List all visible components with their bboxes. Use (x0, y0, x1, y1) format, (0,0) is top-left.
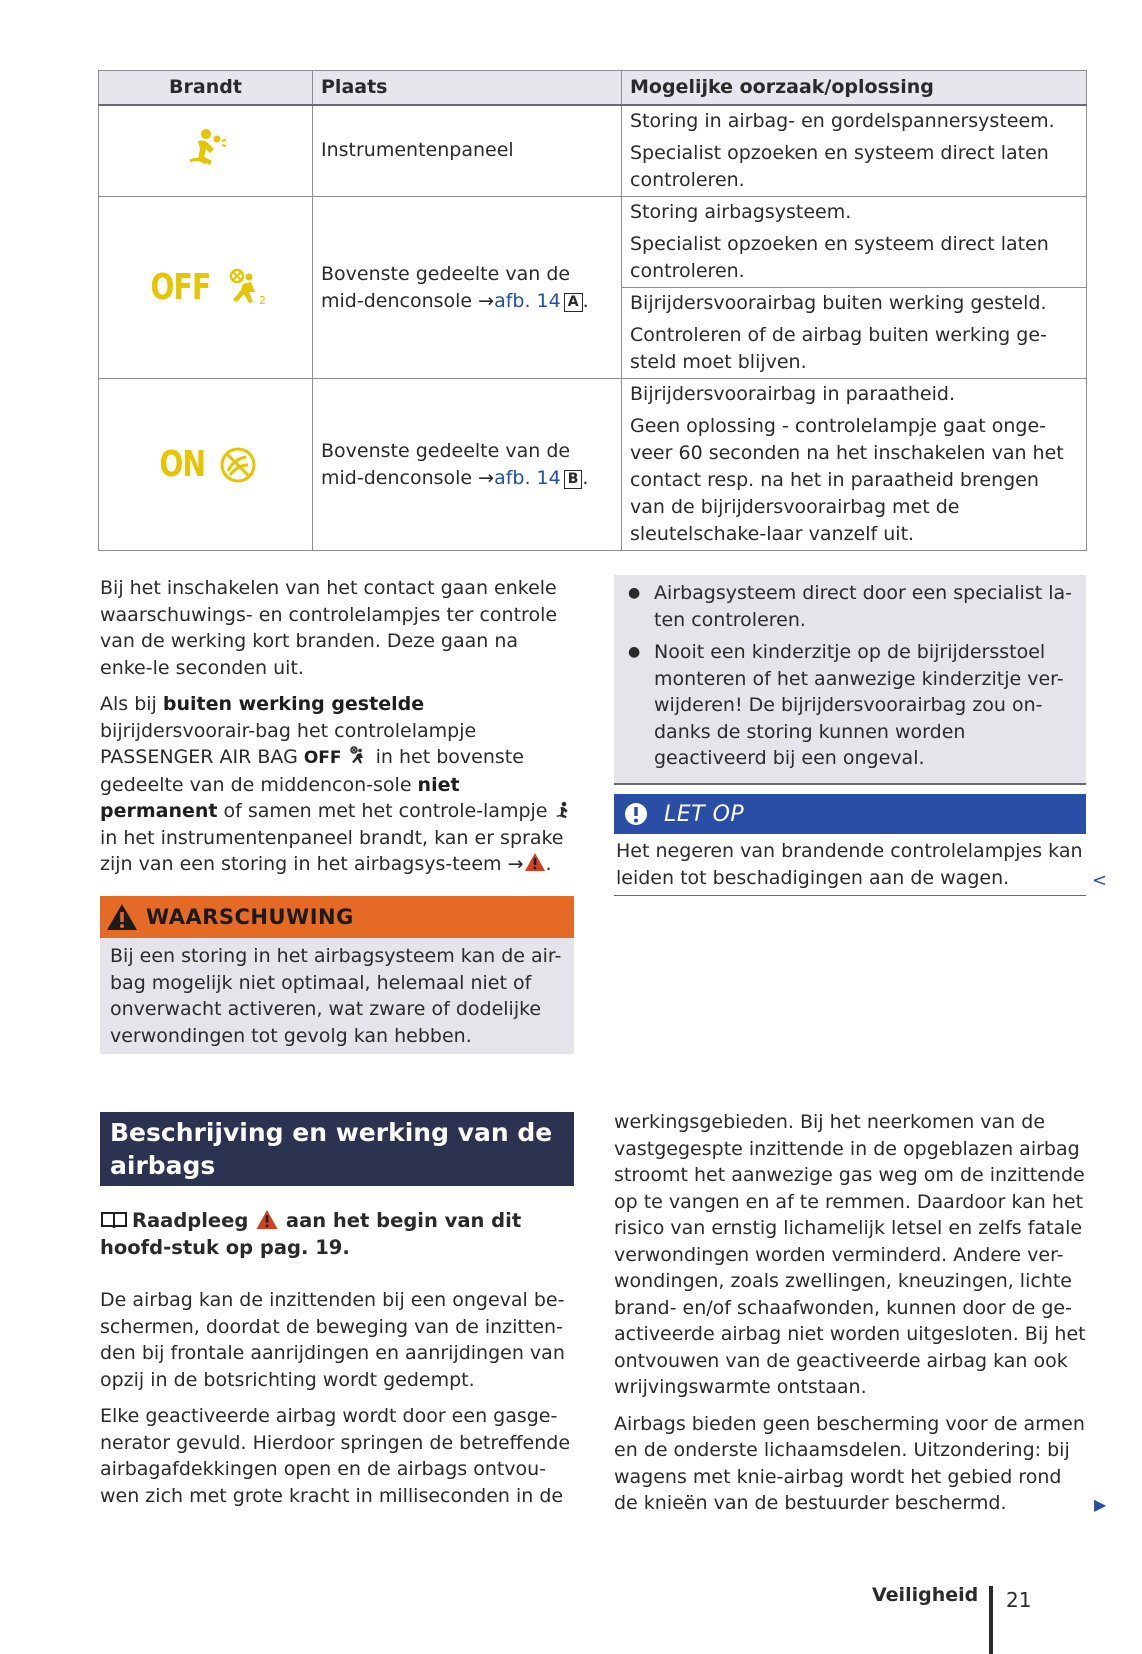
text-run: bijrijdersvoorair-bag het controlelampje PASSENGER AIR BAG (100, 719, 477, 768)
note-header (614, 794, 1086, 834)
figure-box-label: A (564, 293, 583, 312)
lamp-cell (99, 105, 313, 197)
text-run: Raadpleeg (132, 1209, 256, 1232)
list-item: ● Airbagsysteem direct door een specialist la-ten controleren. (624, 580, 1074, 633)
table-row (99, 197, 1087, 288)
warning-title: WAARSCHUWING (146, 905, 354, 929)
header-brandt: Brandt (99, 71, 313, 105)
cause-cell (622, 197, 1087, 288)
place-cell (313, 379, 622, 551)
place-cell: Instrumentenpaneel (313, 105, 622, 197)
place-end: . (582, 289, 589, 312)
passenger-airbag-off-inline-icon (348, 746, 370, 766)
airbag-warning-icon (184, 127, 228, 167)
cause-cell (622, 288, 1087, 379)
text-run: of samen met het controle-lampje (217, 800, 554, 822)
warning-lamp-table (98, 70, 1087, 551)
figure-box-label: B (564, 470, 583, 489)
text-run: aan het begin van dit hoofd-stuk op pag. 19. (100, 1209, 522, 1259)
bold-run: buiten werking gestelde (162, 693, 425, 715)
arrow-symbol: → (478, 289, 495, 312)
table-row (99, 379, 1087, 551)
cause-line: Storing in airbag- en gordelspannersysteem. (630, 109, 1055, 132)
place-end: . (582, 466, 589, 489)
left-column-bottom (100, 1287, 576, 1519)
place-text: Bovenste gedeelte van de mid-denconsole (321, 262, 571, 312)
figure-link[interactable]: afb. 14 (494, 466, 561, 489)
warning-body: Bij een storing in het airbagsysteem kan de air-bag mogelijk niet optimaal, helemaal niet of onverwacht activeren, wat zware of dodelijke verwondingen tot gevolg kan hebben. (100, 938, 574, 1054)
back-chevron-icon[interactable]: < (1092, 870, 1108, 891)
cause-cell (622, 379, 1087, 551)
cause-line: Storing airbagsysteem. (630, 201, 852, 223)
warning-triangle-icon (106, 903, 138, 931)
text-run: Als bij (100, 693, 163, 715)
table-row (99, 105, 1087, 197)
header-oorzaak: Mogelijke oorzaak/oplossing (622, 71, 1087, 105)
page-number: 21 (1006, 1588, 1032, 1612)
book-icon (100, 1210, 128, 1230)
cause-cell (622, 105, 1087, 197)
on-label: ON (159, 444, 206, 485)
place-cell (313, 197, 622, 379)
footer-section-label: Veiligheid (872, 1584, 979, 1606)
footer-divider (989, 1586, 993, 1654)
lamp-cell (99, 197, 313, 379)
passenger-airbag-off-icon (225, 268, 269, 308)
passenger-airbag-on-icon (218, 445, 258, 485)
solution-line: Specialist opzoeken en systeem direct laten controleren. (630, 233, 1049, 282)
table-header-row (99, 71, 1087, 105)
note-body: Het negeren van brandende controlelampjes kan leiden tot beschadigingen aan de wagen. (614, 838, 1086, 896)
place-text: Bovenste gedeelte van de mid-denconsole (321, 439, 571, 489)
svg-text:2: 2 (258, 293, 266, 307)
airbag-warning-inline-icon (554, 800, 574, 820)
airbag-paragraph: Airbags bieden geen bescherming voor de armen en de onderste lichaamsdelen. Uitzondering: bij wagens met knie-airbag wordt het gebied rond de knieën van de bestuurder beschermd. (614, 1412, 1085, 1514)
text-run: . (545, 853, 552, 875)
airbag-paragraph: De airbag kan de inzittenden bij een ongeval be-schermen, doordat de beweging van de inzitten-den bij frontale aanrijdingen en aanrijdingen van opzij in de botsrichting wordt gedempt. (100, 1289, 565, 1391)
consult-note (100, 1207, 574, 1261)
list-item: ● Nooit een kinderzitje op de bijrijdersstoel monteren of het aanwezige kinderzitje ver-wijderen! De bijrijdersvoorairbag zou on-danks de storing kunnen worden geactiveerd bij een ongeval. (624, 639, 1074, 772)
intro-paragraph: Bij het inschakelen van het contact gaan enkele waarschuwings- en controlelampjes ter controle van de werking kort branden. Deze gaan na enke-le seconden uit. (100, 577, 558, 679)
bold-run: niet permanent (100, 773, 460, 822)
warning-triangle-icon (255, 1209, 279, 1230)
off-label: OFF (150, 267, 211, 308)
arrow-symbol: → (478, 466, 495, 489)
off-inline-label: OFF (303, 748, 342, 768)
next-triangle-icon[interactable]: ▶ (1094, 1495, 1107, 1514)
note-title: LET OP (664, 801, 745, 827)
figure-link[interactable]: afb. 14 (494, 289, 561, 312)
cause-line: Bijrijdersvoorairbag in paraatheid. (630, 383, 955, 405)
left-column-top (100, 575, 576, 888)
airbag-paragraph: Elke geactiveerde airbag wordt door een gasge-nerator gevuld. Hierdoor springen de betreffende airbagafdekkingen open en de airbags ontvou-wen zich met grote kracht in milliseconden in de (100, 1405, 571, 1507)
lamp-cell (99, 379, 313, 551)
solution-line: Specialist opzoeken en systeem direct laten controleren. (630, 141, 1049, 191)
arrow-symbol: → (507, 853, 524, 875)
right-column-bottom (614, 1109, 1088, 1527)
warning-triangle-icon (524, 852, 546, 872)
text-run: in het bovenste gedeelte van de middencon-sole (100, 746, 524, 796)
header-plaats: Plaats (313, 71, 622, 105)
passenger-airbag-paragraph (100, 691, 576, 878)
cause-line: Bijrijdersvoorairbag buiten werking gesteld. (630, 292, 1047, 314)
warning-header (100, 896, 574, 938)
text-run: in het instrumentenpaneel brandt, kan er sprake zijn van een storing in het airbagsys-teem (100, 826, 564, 875)
solution-line: Controleren of de airbag buiten werking ge-steld moet blijven. (630, 324, 1047, 373)
section-title: Beschrijving en werking van de airbags (100, 1112, 574, 1186)
solution-line: Geen oplossing - controlelampje gaat onge-veer 60 seconden na het inschakelen van het contact resp. na het in paraatheid brengen van de bijrijdersvoorairbag met de sleutelschake-laar vanzelf uit. (630, 415, 1064, 545)
exclamation-circle-icon (624, 802, 648, 826)
airbag-paragraph: werkingsgebieden. Bij het neerkomen van de vastgegespte inzittende in de opgeblazen airbag stroomt het aanwezige gas weg om de inzittende op te vangen en af te remmen. Daardoor kan het risico van ernstig lichamelijk letsel en zelfs fatale verwondingen worden verminderd. Andere ver-wondingen, zoals zwellingen, kneuzingen, lichte brand- en/of schaafwonden, kunnen door de ge-activeerde airbag niet worden uitgesloten. Bij het ontvouwen van de geactiveerde airbag kan ook wrijvingswarmte ontstaan. (614, 1111, 1086, 1398)
warning-bullets (614, 575, 1086, 785)
